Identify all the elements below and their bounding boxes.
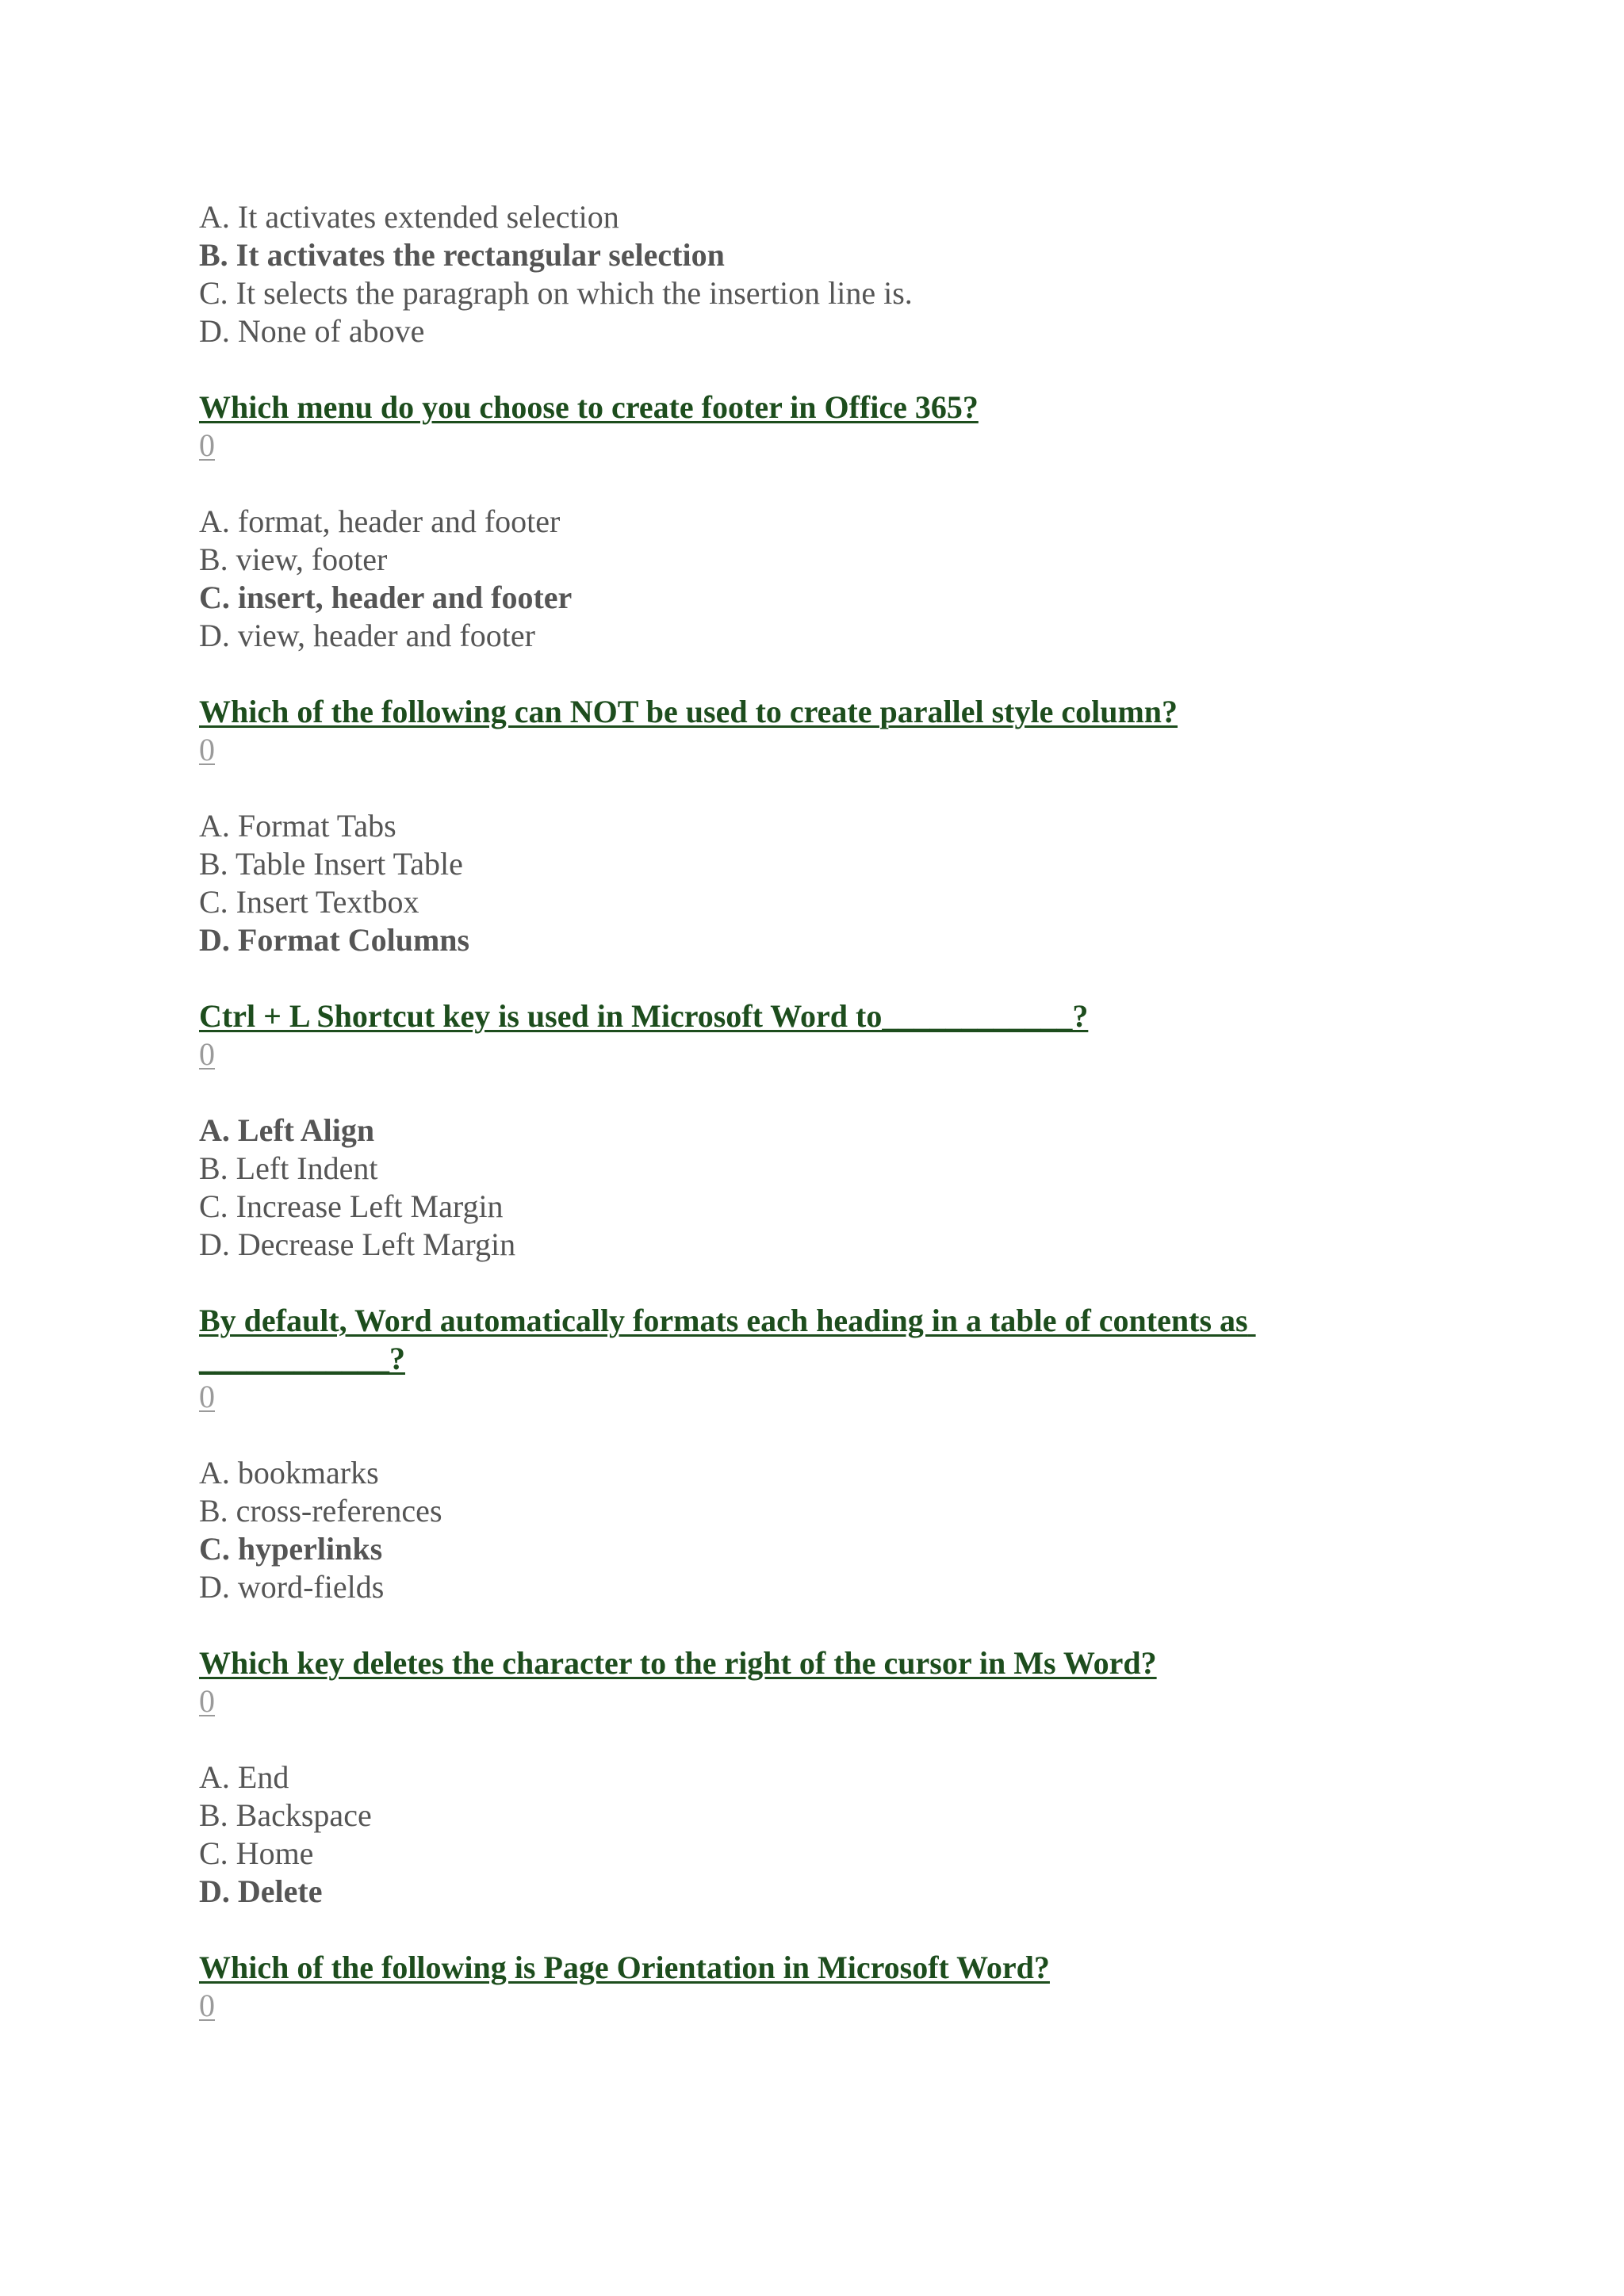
document-page xyxy=(199,198,1547,2025)
option-line: C. Insert Textbox xyxy=(199,884,419,920)
answer-count-link[interactable]: 0 xyxy=(199,1988,215,2023)
answer-count-link[interactable]: 0 xyxy=(199,427,215,463)
correct-option-line: D. Format Columns xyxy=(199,922,470,958)
answer-count-link[interactable]: 0 xyxy=(199,1379,215,1414)
correct-option-line: D. Delete xyxy=(199,1873,323,1909)
correct-option-line: C. insert, header and footer xyxy=(199,580,573,615)
spacer xyxy=(199,1911,1547,1949)
spacer xyxy=(199,465,1547,503)
question-link[interactable]: Ctrl + L Shortcut key is used in Microsoft Word to____________? xyxy=(199,998,1089,1034)
answer-count-link[interactable]: 0 xyxy=(199,1683,215,1719)
question-link[interactable]: Which menu do you choose to create footer in Office 365? xyxy=(199,389,979,425)
option-line: A. format, header and footer xyxy=(199,503,561,539)
option-line: C. It selects the paragraph on which the insertion line is. xyxy=(199,275,913,311)
option-line: D. word-fields xyxy=(199,1569,385,1605)
spacer xyxy=(199,350,1547,388)
correct-option-line: B. It activates the rectangular selection xyxy=(199,237,725,273)
spacer xyxy=(199,1606,1547,1644)
answer-count-link[interactable]: 0 xyxy=(199,1036,215,1072)
spacer xyxy=(199,1720,1547,1758)
spacer xyxy=(199,1073,1547,1112)
option-line: B. cross-references xyxy=(199,1493,442,1529)
option-line: B. Left Indent xyxy=(199,1150,378,1186)
option-line: D. Decrease Left Margin xyxy=(199,1226,516,1262)
option-line: D. None of above xyxy=(199,313,425,349)
spacer xyxy=(199,1416,1547,1454)
question-block xyxy=(199,693,1547,959)
option-line: B. view, footer xyxy=(199,541,388,577)
correct-option-line: C. hyperlinks xyxy=(199,1531,383,1567)
question-block xyxy=(199,1302,1547,1606)
question-block xyxy=(199,997,1547,1264)
question-block xyxy=(199,1644,1547,1911)
option-line: B. Table Insert Table xyxy=(199,846,463,882)
option-line: D. view, header and footer xyxy=(199,618,535,653)
option-line: A. It activates extended selection xyxy=(199,199,619,235)
option-line: B. Backspace xyxy=(199,1797,372,1833)
option-line: A. bookmarks xyxy=(199,1455,379,1490)
option-line: C. Increase Left Margin xyxy=(199,1188,504,1224)
spacer xyxy=(199,655,1547,693)
lead-options xyxy=(199,198,1547,350)
question-block xyxy=(199,388,1547,655)
question-link[interactable]: Which key deletes the character to the right of the cursor in Ms Word? xyxy=(199,1645,1157,1681)
question-link[interactable]: By default, Word automatically formats each heading in a table of contents as ____________? xyxy=(199,1303,1256,1376)
option-line: A. End xyxy=(199,1759,289,1795)
option-line: A. Format Tabs xyxy=(199,808,396,844)
spacer xyxy=(199,959,1547,997)
spacer xyxy=(199,769,1547,807)
question-link[interactable]: Which of the following is Page Orientation in Microsoft Word? xyxy=(199,1950,1050,1985)
correct-option-line: A. Left Align xyxy=(199,1112,375,1148)
spacer xyxy=(199,1264,1547,1302)
question-block xyxy=(199,1949,1547,2025)
answer-count-link[interactable]: 0 xyxy=(199,732,215,767)
option-line: C. Home xyxy=(199,1835,314,1871)
question-link[interactable]: Which of the following can NOT be used to create parallel style column? xyxy=(199,694,1178,729)
